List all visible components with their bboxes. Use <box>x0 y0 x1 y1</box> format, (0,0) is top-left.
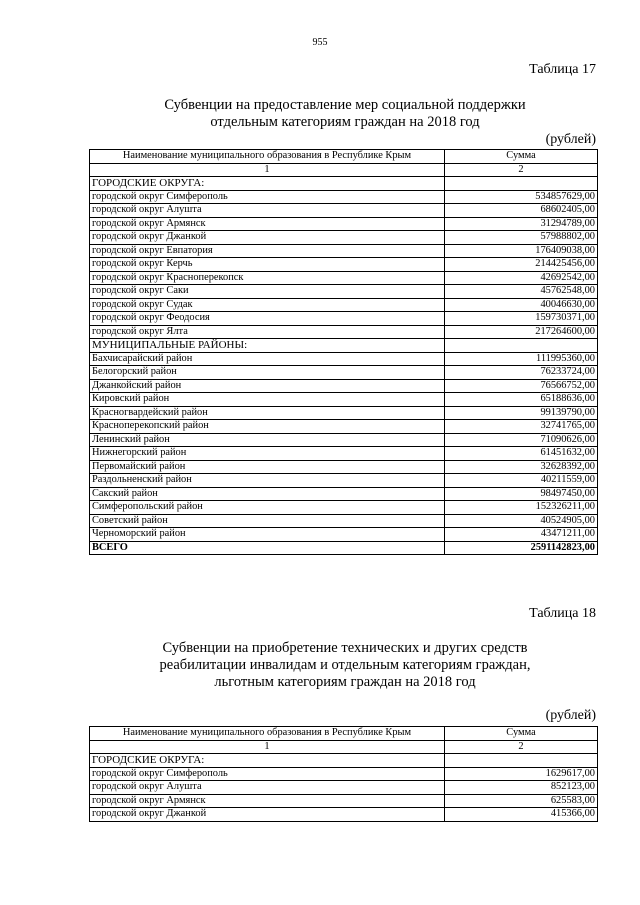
table-17 <box>89 149 598 555</box>
subsidy-amount: 152326211,00 <box>445 501 598 515</box>
subsidy-amount: 31294789,00 <box>445 217 598 231</box>
subsidy-amount: 99139790,00 <box>445 406 598 420</box>
subsidy-amount: 625583,00 <box>445 794 598 808</box>
total-sum: 2591142823,00 <box>445 541 598 555</box>
section-empty <box>445 177 598 191</box>
municipality-name: Черноморский район <box>90 528 445 542</box>
table-row <box>90 794 598 808</box>
table-row <box>90 217 598 231</box>
title-line: Субвенции на предоставление мер социальной поддержки <box>164 97 526 113</box>
table-18 <box>89 726 598 822</box>
municipality-name: городской округ Саки <box>90 285 445 299</box>
table-row <box>90 271 598 285</box>
subsidy-amount: 68602405,00 <box>445 204 598 218</box>
table-row <box>90 487 598 501</box>
table-row <box>90 420 598 434</box>
subsidy-amount: 40524905,00 <box>445 514 598 528</box>
page-number: 955 <box>312 37 328 48</box>
municipality-name: городской округ Красноперекопск <box>90 271 445 285</box>
total-row <box>90 541 598 555</box>
municipality-name: городской округ Алушта <box>90 204 445 218</box>
table-row <box>90 501 598 515</box>
subsidy-amount: 43471211,00 <box>445 528 598 542</box>
column-number: 1 <box>90 163 445 177</box>
municipality-name: Бахчисарайский район <box>90 352 445 366</box>
municipality-name: городской округ Феодосия <box>90 312 445 326</box>
column-number-row <box>90 163 598 177</box>
subsidy-amount: 176409038,00 <box>445 244 598 258</box>
municipality-name: Красноперекопский район <box>90 420 445 434</box>
municipality-name: Кировский район <box>90 393 445 407</box>
table-17-title <box>0 97 640 131</box>
subsidy-amount: 71090626,00 <box>445 433 598 447</box>
section-row <box>90 177 598 191</box>
municipality-name: городской округ Судак <box>90 298 445 312</box>
section-empty <box>445 754 598 768</box>
municipality-name: Красногвардейский район <box>90 406 445 420</box>
municipality-name: Симферопольский район <box>90 501 445 515</box>
municipality-name: городской округ Армянск <box>90 217 445 231</box>
subsidy-amount: 111995360,00 <box>445 352 598 366</box>
section-row <box>90 339 598 353</box>
table-row <box>90 379 598 393</box>
table-row <box>90 433 598 447</box>
municipality-name: Советский район <box>90 514 445 528</box>
table-17-unit: (рублей) <box>545 132 596 147</box>
subsidy-amount: 40046630,00 <box>445 298 598 312</box>
subsidy-amount: 32628392,00 <box>445 460 598 474</box>
subsidy-amount: 45762548,00 <box>445 285 598 299</box>
subsidy-amount: 40211559,00 <box>445 474 598 488</box>
table-row <box>90 366 598 380</box>
municipality-name: городской округ Евпатория <box>90 244 445 258</box>
municipality-name: Ленинский район <box>90 433 445 447</box>
table-row <box>90 460 598 474</box>
subsidy-amount: 98497450,00 <box>445 487 598 501</box>
table-18-unit: (рублей) <box>545 708 596 723</box>
title-line: Субвенции на приобретение технических и других средств <box>162 640 528 656</box>
subsidy-amount: 217264600,00 <box>445 325 598 339</box>
municipality-name: городской округ Джанкой <box>90 231 445 245</box>
column-number: 1 <box>90 740 445 754</box>
municipality-name: Раздольненский район <box>90 474 445 488</box>
municipality-name: Первомайский район <box>90 460 445 474</box>
municipality-name: городской округ Ялта <box>90 325 445 339</box>
table-row <box>90 190 598 204</box>
section-label: ГОРОДСКИЕ ОКРУГА: <box>90 177 445 191</box>
table-row <box>90 808 598 822</box>
table-row <box>90 244 598 258</box>
municipality-name: городской округ Керчь <box>90 258 445 272</box>
title-line: льготным категориям граждан на 2018 год <box>214 674 476 690</box>
municipality-name: городской округ Джанкой <box>90 808 445 822</box>
table-row <box>90 447 598 461</box>
table-row <box>90 231 598 245</box>
header-sum: Сумма <box>445 727 598 741</box>
municipality-name: городской округ Алушта <box>90 781 445 795</box>
table-row <box>90 393 598 407</box>
title-line: реабилитации инвалидам и отдельным категориям граждан, <box>159 657 531 673</box>
subsidy-amount: 214425456,00 <box>445 258 598 272</box>
table-row <box>90 514 598 528</box>
subsidy-amount: 57988802,00 <box>445 231 598 245</box>
table-row <box>90 285 598 299</box>
subsidy-amount: 852123,00 <box>445 781 598 795</box>
municipality-name: Белогорский район <box>90 366 445 380</box>
subsidy-amount: 76566752,00 <box>445 379 598 393</box>
table-row <box>90 406 598 420</box>
table-row <box>90 474 598 488</box>
municipality-name: Сакский район <box>90 487 445 501</box>
column-number: 2 <box>445 740 598 754</box>
municipality-name: Нижнегорский район <box>90 447 445 461</box>
table-row <box>90 298 598 312</box>
table-row <box>90 258 598 272</box>
table-row <box>90 528 598 542</box>
table-18-label: Таблица 18 <box>529 606 596 621</box>
municipality-name: городской округ Армянск <box>90 794 445 808</box>
header-row <box>90 727 598 741</box>
subsidy-amount: 61451632,00 <box>445 447 598 461</box>
table-row <box>90 312 598 326</box>
section-empty <box>445 339 598 353</box>
subsidy-amount: 42692542,00 <box>445 271 598 285</box>
table-row <box>90 781 598 795</box>
table-row <box>90 325 598 339</box>
table-row <box>90 352 598 366</box>
subsidy-amount: 1629617,00 <box>445 767 598 781</box>
title-line: отдельным категориям граждан на 2018 год <box>210 114 480 130</box>
municipality-name: городской округ Симферополь <box>90 767 445 781</box>
subsidy-amount: 415366,00 <box>445 808 598 822</box>
header-name: Наименование муниципального образования в Республике Крым <box>90 727 445 741</box>
total-label: ВСЕГО <box>90 541 445 555</box>
table-row <box>90 767 598 781</box>
column-number: 2 <box>445 163 598 177</box>
subsidy-amount: 159730371,00 <box>445 312 598 326</box>
municipality-name: Джанкойский район <box>90 379 445 393</box>
header-sum: Сумма <box>445 150 598 164</box>
section-row <box>90 754 598 768</box>
header-row <box>90 150 598 164</box>
subsidy-amount: 65188636,00 <box>445 393 598 407</box>
header-name: Наименование муниципального образования в Республике Крым <box>90 150 445 164</box>
subsidy-amount: 534857629,00 <box>445 190 598 204</box>
municipality-name: городской округ Симферополь <box>90 190 445 204</box>
column-number-row <box>90 740 598 754</box>
table-18-title <box>0 640 640 691</box>
subsidy-amount: 76233724,00 <box>445 366 598 380</box>
section-label: ГОРОДСКИЕ ОКРУГА: <box>90 754 445 768</box>
subsidy-amount: 32741765,00 <box>445 420 598 434</box>
table-row <box>90 204 598 218</box>
table-17-label: Таблица 17 <box>529 62 596 77</box>
section-label: МУНИЦИПАЛЬНЫЕ РАЙОНЫ: <box>90 339 445 353</box>
